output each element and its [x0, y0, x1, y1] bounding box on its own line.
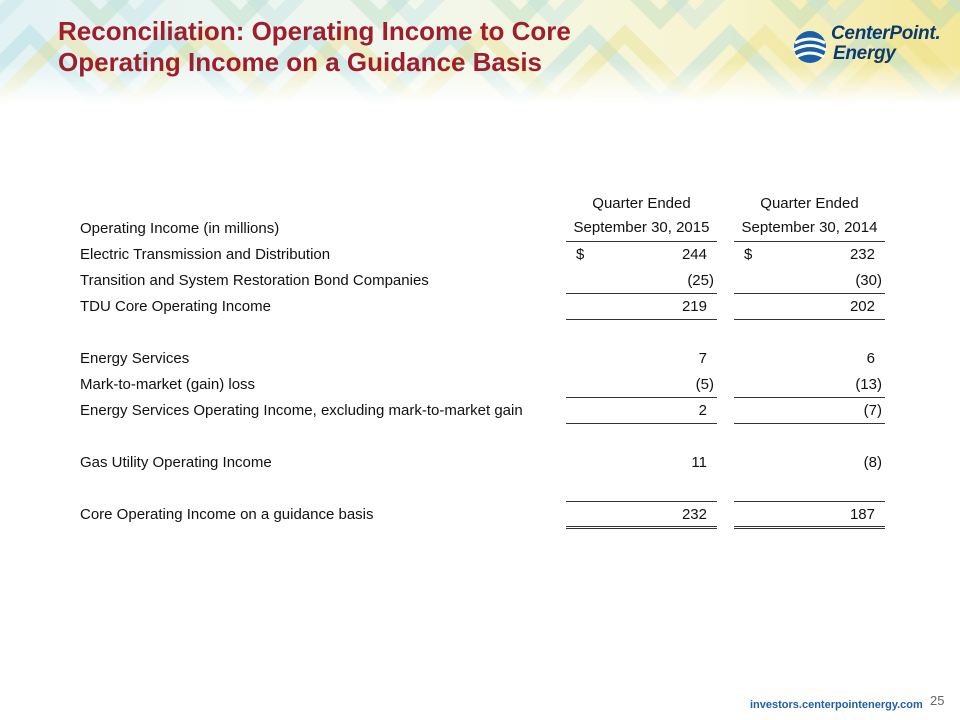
table-row: [80, 294, 885, 320]
table-spacer: [80, 476, 885, 502]
value-2014: (8): [863, 454, 882, 471]
col1-header: [566, 194, 717, 242]
title-line-2: Operating Income on a Guidance Basis: [58, 47, 543, 77]
table-row: [80, 346, 885, 372]
value-2015: 244: [681, 246, 707, 263]
row-label: TDU Core Operating Income: [80, 298, 271, 315]
logo-line-1: CenterPoint.: [831, 23, 941, 44]
value-2015: 7: [698, 350, 707, 367]
value-2015: 219: [681, 298, 707, 315]
table-spacer: [80, 424, 885, 450]
page-number: 25: [930, 693, 945, 708]
row-label: Electric Transmission and Distribution: [80, 246, 331, 263]
row-label: Energy Services Operating Income, excluding mark-to-market gain: [80, 402, 523, 419]
row-label: Energy Services: [80, 350, 190, 367]
currency-symbol: $: [576, 246, 585, 263]
page-title: [58, 16, 571, 78]
table-row: [80, 372, 885, 398]
table-row: [80, 242, 885, 268]
col2-header: [734, 194, 885, 242]
value-2014: (30): [855, 272, 882, 289]
globe-icon: [793, 30, 827, 64]
value-2015: 2: [698, 402, 707, 419]
table-row: [80, 450, 885, 476]
table-row: [80, 398, 885, 424]
row-label: Core Operating Income on a guidance basis: [80, 506, 374, 523]
reconciliation-table: [80, 194, 885, 528]
title-line-1: Reconciliation: Operating Income to Core: [58, 16, 571, 46]
value-2015: 232: [681, 506, 707, 523]
value-2014: (7): [863, 402, 882, 419]
col1-header-line2: September 30, 2015: [573, 219, 710, 236]
table-spacer: [80, 320, 885, 346]
col2-header-line2: September 30, 2014: [741, 219, 878, 236]
value-2014: 202: [849, 298, 875, 315]
value-2014: (13): [855, 376, 882, 393]
company-logo: [793, 24, 943, 74]
col1-header-line1: Quarter Ended: [592, 195, 691, 212]
row-label: Gas Utility Operating Income: [80, 454, 272, 471]
value-2014: 6: [866, 350, 875, 367]
value-2015: (5): [695, 376, 714, 393]
table-header-row: [80, 194, 885, 242]
currency-symbol: $: [744, 246, 753, 263]
col2-header-line1: Quarter Ended: [760, 195, 859, 212]
label-header: Operating Income (in millions): [80, 220, 280, 237]
logo-line-2: Energy: [833, 43, 896, 64]
row-label: Mark-to-market (gain) loss: [80, 376, 256, 393]
table-row-total: [80, 502, 885, 528]
row-label: Transition and System Restoration Bond Companies: [80, 272, 429, 289]
table-row: [80, 268, 885, 294]
value-2014: 232: [849, 246, 875, 263]
value-2015: 11: [691, 454, 707, 471]
value-2014: 187: [849, 506, 875, 523]
investor-site-link[interactable]: investors.centerpointenergy.com: [750, 699, 923, 711]
value-2015: (25): [687, 272, 714, 289]
